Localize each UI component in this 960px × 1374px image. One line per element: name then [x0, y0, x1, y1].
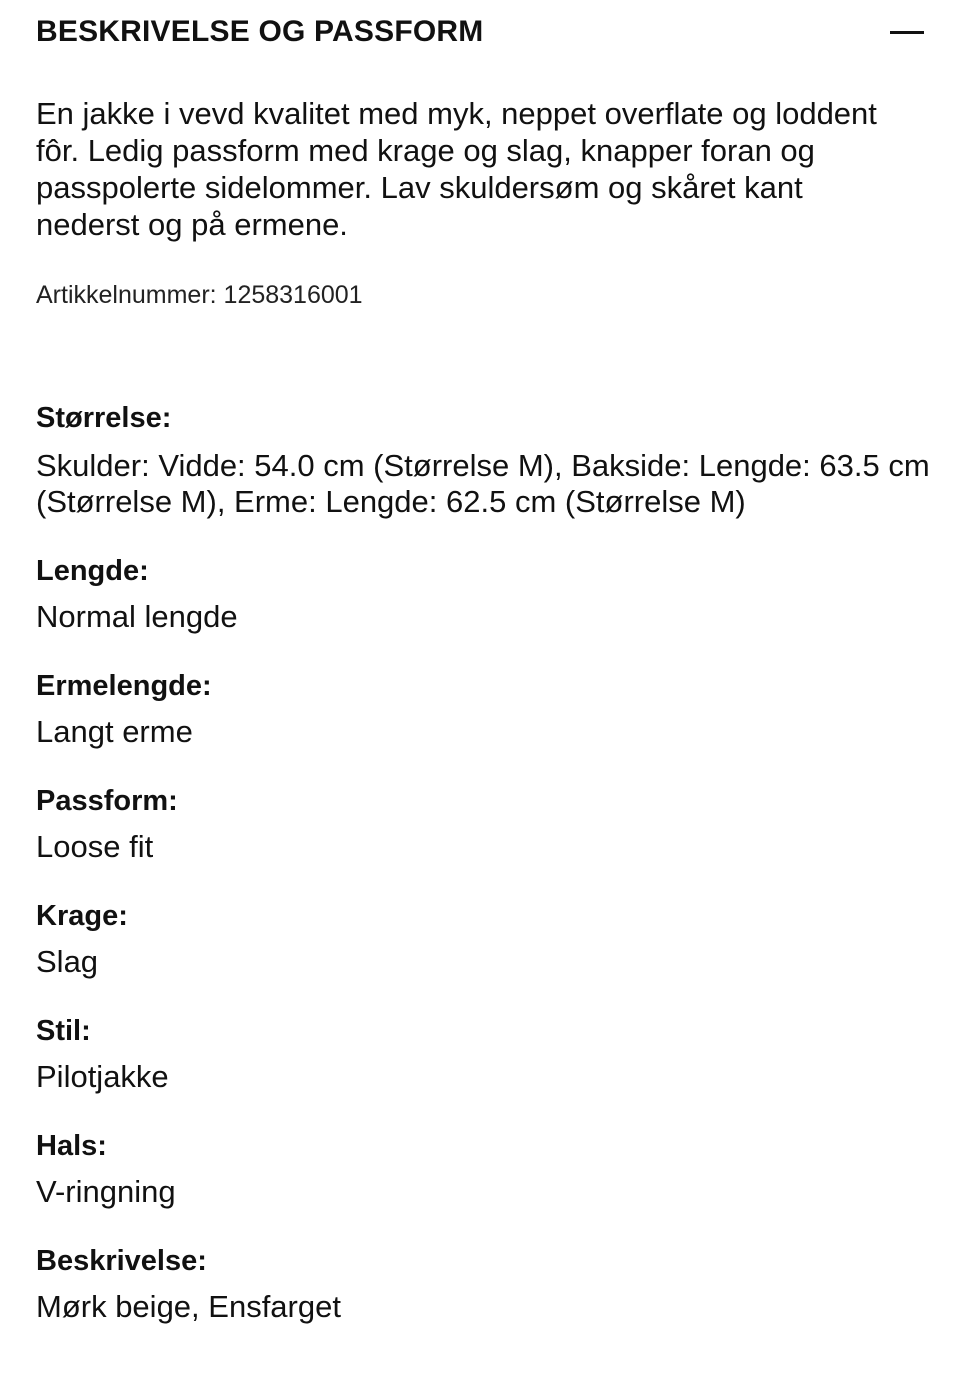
attribute-length [36, 553, 936, 635]
attribute-description [36, 1243, 936, 1325]
attribute-label: Passform: [36, 785, 178, 817]
attribute-value: Langt erme [36, 714, 193, 749]
attribute-value: Normal lengde [36, 599, 238, 634]
attribute-size [36, 400, 936, 520]
attribute-value: Mørk beige, Ensfarget [36, 1289, 341, 1324]
attribute-label: Lengde: [36, 555, 149, 587]
attribute-neck [36, 1128, 936, 1210]
attribute-label: Stil: [36, 1015, 91, 1047]
section-header[interactable] [36, 12, 924, 52]
attribute-label: Hals: [36, 1130, 107, 1162]
attribute-value: Skulder: Vidde: 54.0 cm (Størrelse M), Bakside: Lengde: 63.5 cm (Størrelse M), Erme: Lengde: 62.5 cm (Størrelse M) [36, 448, 930, 519]
attribute-style [36, 1013, 936, 1095]
attribute-value: V-ringning [36, 1174, 176, 1209]
attribute-collar [36, 898, 936, 980]
product-description: En jakke i vevd kvalitet med myk, neppet overflate og loddent fôr. Ledig passform med krage og slag, knapper foran og passpolerte sidelommer. Lav skuldersøm og skåret kant nederst og på ermene. [36, 96, 877, 242]
attribute-list [36, 400, 936, 1358]
attribute-value: Slag [36, 944, 99, 979]
attribute-label: Beskrivelse: [36, 1245, 207, 1277]
attribute-label: Krage: [36, 900, 128, 932]
attribute-label: Ermelengde: [36, 670, 212, 702]
attribute-label: Størrelse: [36, 402, 172, 434]
attribute-sleeve-length [36, 668, 936, 750]
attribute-value: Loose fit [36, 829, 154, 864]
minus-icon[interactable] [888, 17, 924, 47]
section-title: BESKRIVELSE OG PASSFORM [36, 15, 484, 48]
attribute-value: Pilotjakke [36, 1059, 169, 1094]
attribute-fit [36, 783, 936, 865]
article-number: Artikkelnummer: 1258316001 [36, 281, 363, 309]
